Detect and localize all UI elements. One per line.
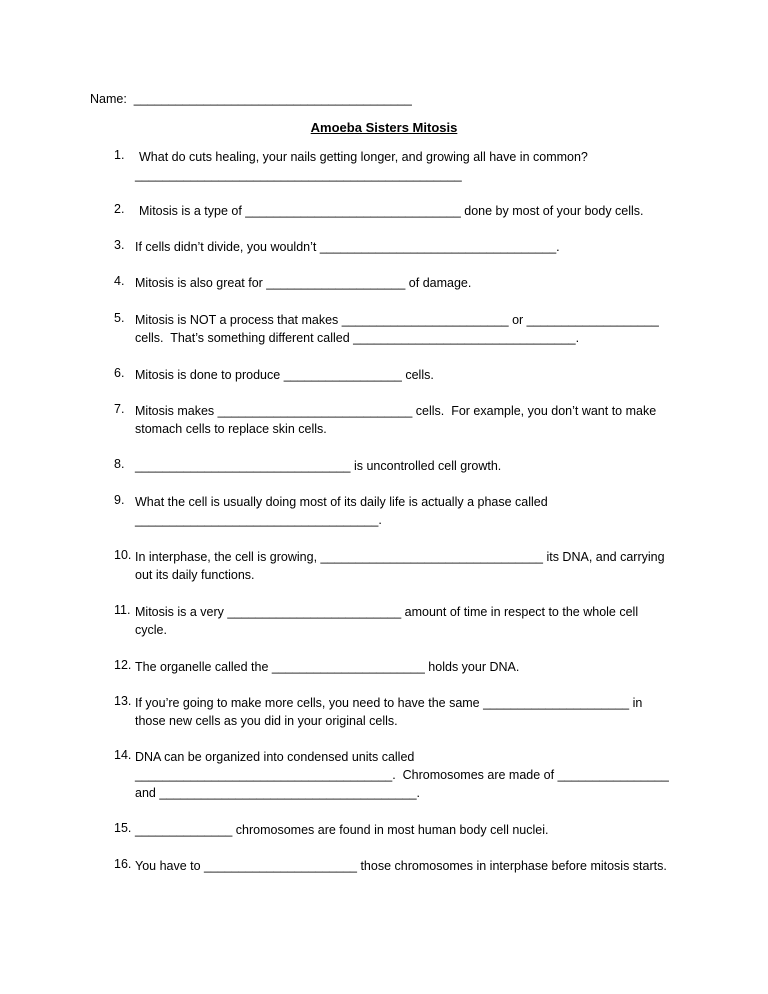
question-number: 11. [114, 603, 131, 617]
question-number: 9. [114, 493, 125, 507]
question-number: 16. [114, 857, 132, 871]
question-number: 2. [114, 202, 125, 216]
question-text[interactable]: _______________________________ is uncontrolled cell growth. [135, 459, 502, 473]
question-text[interactable]: What do cuts healing, your nails getting longer, and growing all have in common? _______________________________________________ [135, 150, 588, 182]
question-number: 10. [114, 548, 132, 562]
question-number: 6. [114, 366, 125, 380]
question-text[interactable]: The organelle called the ______________________ holds your DNA. [135, 660, 520, 674]
name-field[interactable]: Name: ________________________________________ [90, 92, 412, 106]
worksheet-title: Amoeba Sisters Mitosis [310, 120, 458, 135]
question-text[interactable]: Mitosis is a type of _______________________________ done by most of your body cells. [139, 204, 644, 218]
question-number: 12. [114, 658, 132, 672]
question-number: 7. [114, 402, 125, 416]
question-text[interactable]: If cells didn’t divide, you wouldn’t __________________________________. [135, 240, 560, 254]
question-text[interactable]: If you’re going to make more cells, you need to have the same _____________________ in those new cells as you did in your original cells. [135, 696, 643, 728]
question-text[interactable]: What the cell is usually doing most of its daily life is actually a phase called ___________________________________. [135, 495, 548, 527]
question-number: 5. [114, 311, 125, 325]
question-text[interactable]: Mitosis is NOT a process that makes ________________________ or ___________________ cells. That’s something different called ________________________________. [135, 313, 659, 345]
question-number: 8. [114, 457, 125, 471]
question-number: 14. [114, 748, 132, 762]
question-text[interactable]: Mitosis is a very _________________________ amount of time in respect to the whole cell cycle. [135, 605, 639, 637]
question-text[interactable]: In interphase, the cell is growing, ________________________________ its DNA, and carrying out its daily functions. [135, 550, 665, 582]
question-text[interactable]: Mitosis is done to produce _________________ cells. [135, 368, 434, 382]
question-text[interactable]: DNA can be organized into condensed units called _____________________________________. Chromosomes are made of ________________ and _____________________________________. [135, 750, 669, 800]
question-number: 15. [114, 821, 132, 835]
question-number: 13. [114, 694, 132, 708]
question-text[interactable]: Mitosis makes ____________________________ cells. For example, you don’t want to make stomach cells to replace skin cells. [135, 404, 657, 436]
question-text[interactable]: Mitosis is also great for ____________________ of damage. [135, 276, 472, 290]
question-text[interactable]: ______________ chromosomes are found in most human body cell nuclei. [135, 823, 549, 837]
question-number: 1. [114, 148, 125, 162]
question-text[interactable]: You have to ______________________ those chromosomes in interphase before mitosis starts. [135, 859, 667, 873]
question-number: 4. [114, 274, 125, 288]
question-number: 3. [114, 238, 125, 252]
